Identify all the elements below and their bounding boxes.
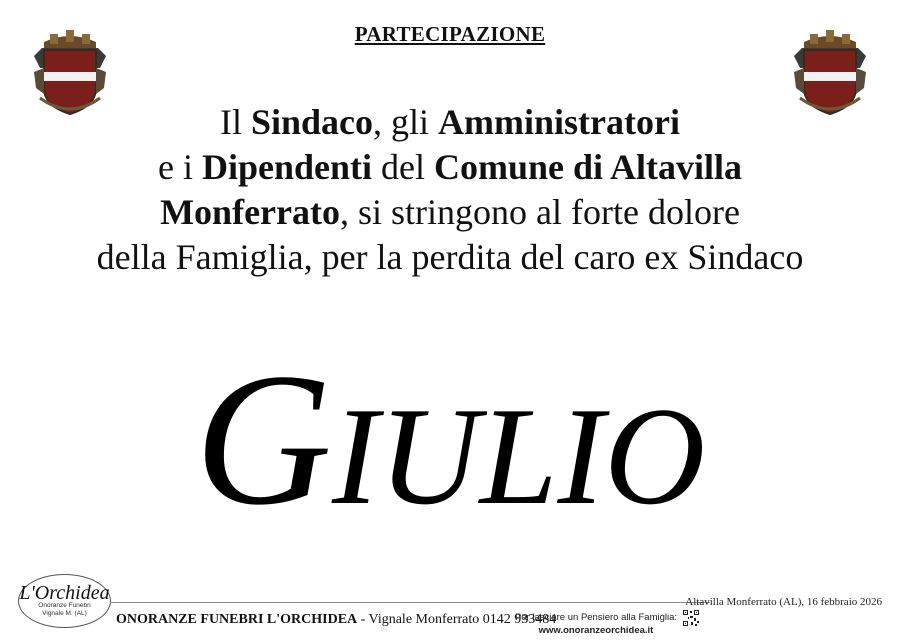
message-line-4: della Famiglia, per la perdita del caro ex Sindaco: [96, 237, 804, 277]
message-line-1: Il Sindaco, gli Amministratori: [219, 102, 680, 142]
deceased-name: GIULIO: [194, 335, 706, 545]
funeral-home-logo: L'Orchidea Onoranze Funebri Vignale M. (AL): [18, 574, 111, 628]
message-line-3: Monferrato, si stringono al forte dolore: [160, 192, 740, 232]
guestbook-link[interactable]: www.onoranzeorchidea.it: [538, 625, 654, 636]
condolence-message: [20, 100, 880, 280]
guestbook-info: Per lasciare un Pensiero alla Famiglia: www.onoranzeorchidea.it: [510, 611, 682, 637]
funeral-home-info: ONORANZE FUNEBRI L'ORCHIDEA - Vignale Monferrato 0142 933484: [116, 612, 557, 627]
notice-heading: PARTECIPAZIONE: [354, 22, 546, 46]
message-line-2: e i Dipendenti del Comune di Altavilla: [157, 147, 743, 187]
footer-divider: [110, 602, 710, 603]
place-and-date: Altavilla Monferrato (AL), 16 febbraio 2026: [685, 596, 882, 608]
qr-code-icon[interactable]: [682, 609, 700, 627]
